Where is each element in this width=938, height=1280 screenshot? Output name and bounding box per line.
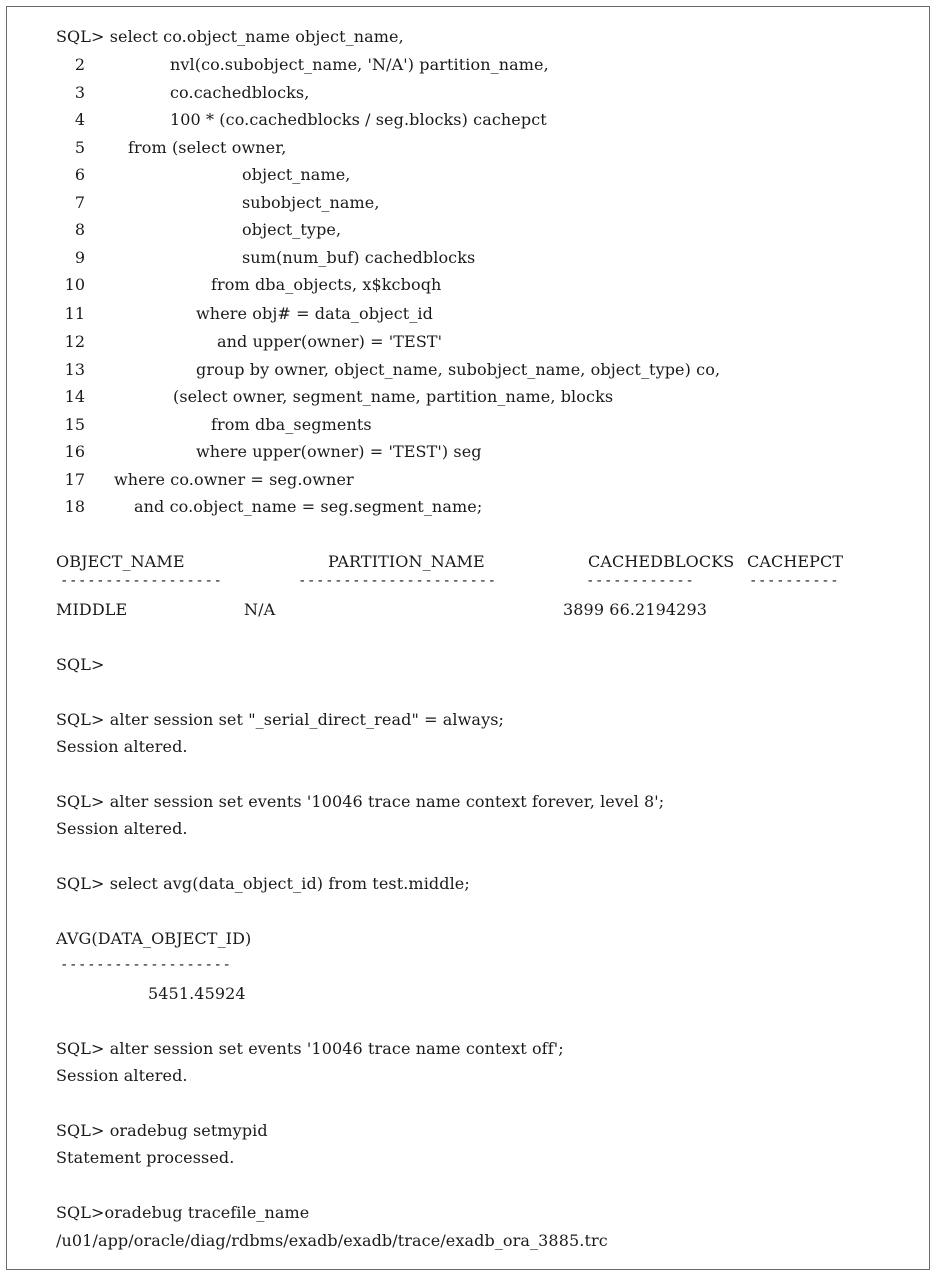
column-header-partition-name: PARTITION_NAME — [328, 552, 485, 571]
sql-code-line: from (select owner, — [128, 138, 287, 157]
sql-command: SQL>oradebug tracefile_name — [56, 1203, 310, 1222]
sql-prompt-empty: SQL> — [56, 655, 105, 674]
sql-code-line: from dba_segments — [211, 415, 372, 434]
avg-column-header: AVG(DATA_OBJECT_ID) — [56, 929, 252, 948]
sql-code-line: co.cachedblocks, — [170, 83, 310, 102]
column-underline: ------------ — [586, 573, 695, 589]
cell-object-name: MIDDLE — [56, 600, 128, 619]
sql-command: SQL> alter session set "_serial_direct_read" = always; — [56, 710, 505, 729]
cell-cachedblocks-cachepct: 3899 66.2194293 — [563, 600, 708, 619]
sql-command: SQL> alter session set events '10046 trace name context forever, level 8'; — [56, 792, 665, 811]
sql-output: Session altered. — [56, 1066, 188, 1085]
sql-output: Session altered. — [56, 737, 188, 756]
sql-code-line: where obj# = data_object_id — [196, 304, 433, 323]
sql-code-line: where co.owner = seg.owner — [114, 470, 354, 489]
sql-code-line: 100 * (co.cachedblocks / seg.blocks) cachepct — [170, 110, 547, 129]
line-number: 6 — [74, 165, 85, 184]
sql-code-line: where upper(owner) = 'TEST') seg — [196, 442, 482, 461]
line-number: 13 — [64, 360, 85, 379]
line-number: 7 — [74, 193, 85, 212]
line-number: 10 — [64, 275, 85, 294]
sql-code-line: subobject_name, — [242, 193, 380, 212]
line-number: 12 — [64, 332, 85, 351]
sql-code-line: nvl(co.subobject_name, 'N/A') partition_name, — [170, 55, 549, 74]
line-number: 2 — [74, 55, 85, 74]
sql-command: SQL> oradebug setmypid — [56, 1121, 268, 1140]
sql-code-line: object_type, — [242, 220, 342, 239]
line-number: 18 — [64, 497, 85, 516]
avg-column-underline: ------------------- — [60, 957, 232, 973]
column-underline: ---------- — [749, 573, 840, 589]
line-number: 17 — [64, 470, 85, 489]
sql-code-line: and co.object_name = seg.segment_name; — [134, 497, 483, 516]
sql-prompt-line: SQL> select co.object_name object_name, — [56, 27, 404, 46]
line-number: 9 — [74, 248, 85, 267]
trace-file-path: /u01/app/oracle/diag/rdbms/exadb/exadb/trace/exadb_ora_3885.trc — [56, 1231, 608, 1250]
line-number: 11 — [64, 304, 85, 323]
avg-value: 5451.45924 — [148, 984, 246, 1003]
sql-command: SQL> select avg(data_object_id) from test.middle; — [56, 874, 470, 893]
line-number: 3 — [74, 83, 85, 102]
column-header-cachedblocks: CACHEDBLOCKS — [588, 552, 735, 571]
document-frame — [6, 6, 930, 1270]
line-number: 4 — [74, 110, 85, 129]
line-number: 16 — [64, 442, 85, 461]
line-number: 5 — [74, 138, 85, 157]
sql-code-line: sum(num_buf) cachedblocks — [242, 248, 476, 267]
column-header-cachepct: CACHEPCT — [747, 552, 844, 571]
column-header-object-name: OBJECT_NAME — [56, 552, 185, 571]
cell-partition-name: N/A — [244, 600, 276, 619]
line-number: 14 — [64, 387, 85, 406]
sql-code-line: from dba_objects, x$kcboqh — [211, 275, 442, 294]
sql-output: Statement processed. — [56, 1148, 235, 1167]
sql-code-line: group by owner, object_name, subobject_name, object_type) co, — [196, 360, 721, 379]
sql-output: Session altered. — [56, 819, 188, 838]
sql-code-line: (select owner, segment_name, partition_name, blocks — [173, 387, 614, 406]
sql-code-line: object_name, — [242, 165, 351, 184]
column-underline: ---------------------- — [298, 573, 497, 589]
sql-command: SQL> alter session set events '10046 trace name context off'; — [56, 1039, 564, 1058]
line-number: 8 — [74, 220, 85, 239]
line-number: 15 — [64, 415, 85, 434]
sql-code-line: and upper(owner) = 'TEST' — [217, 332, 443, 351]
column-underline: ------------------ — [60, 573, 223, 589]
